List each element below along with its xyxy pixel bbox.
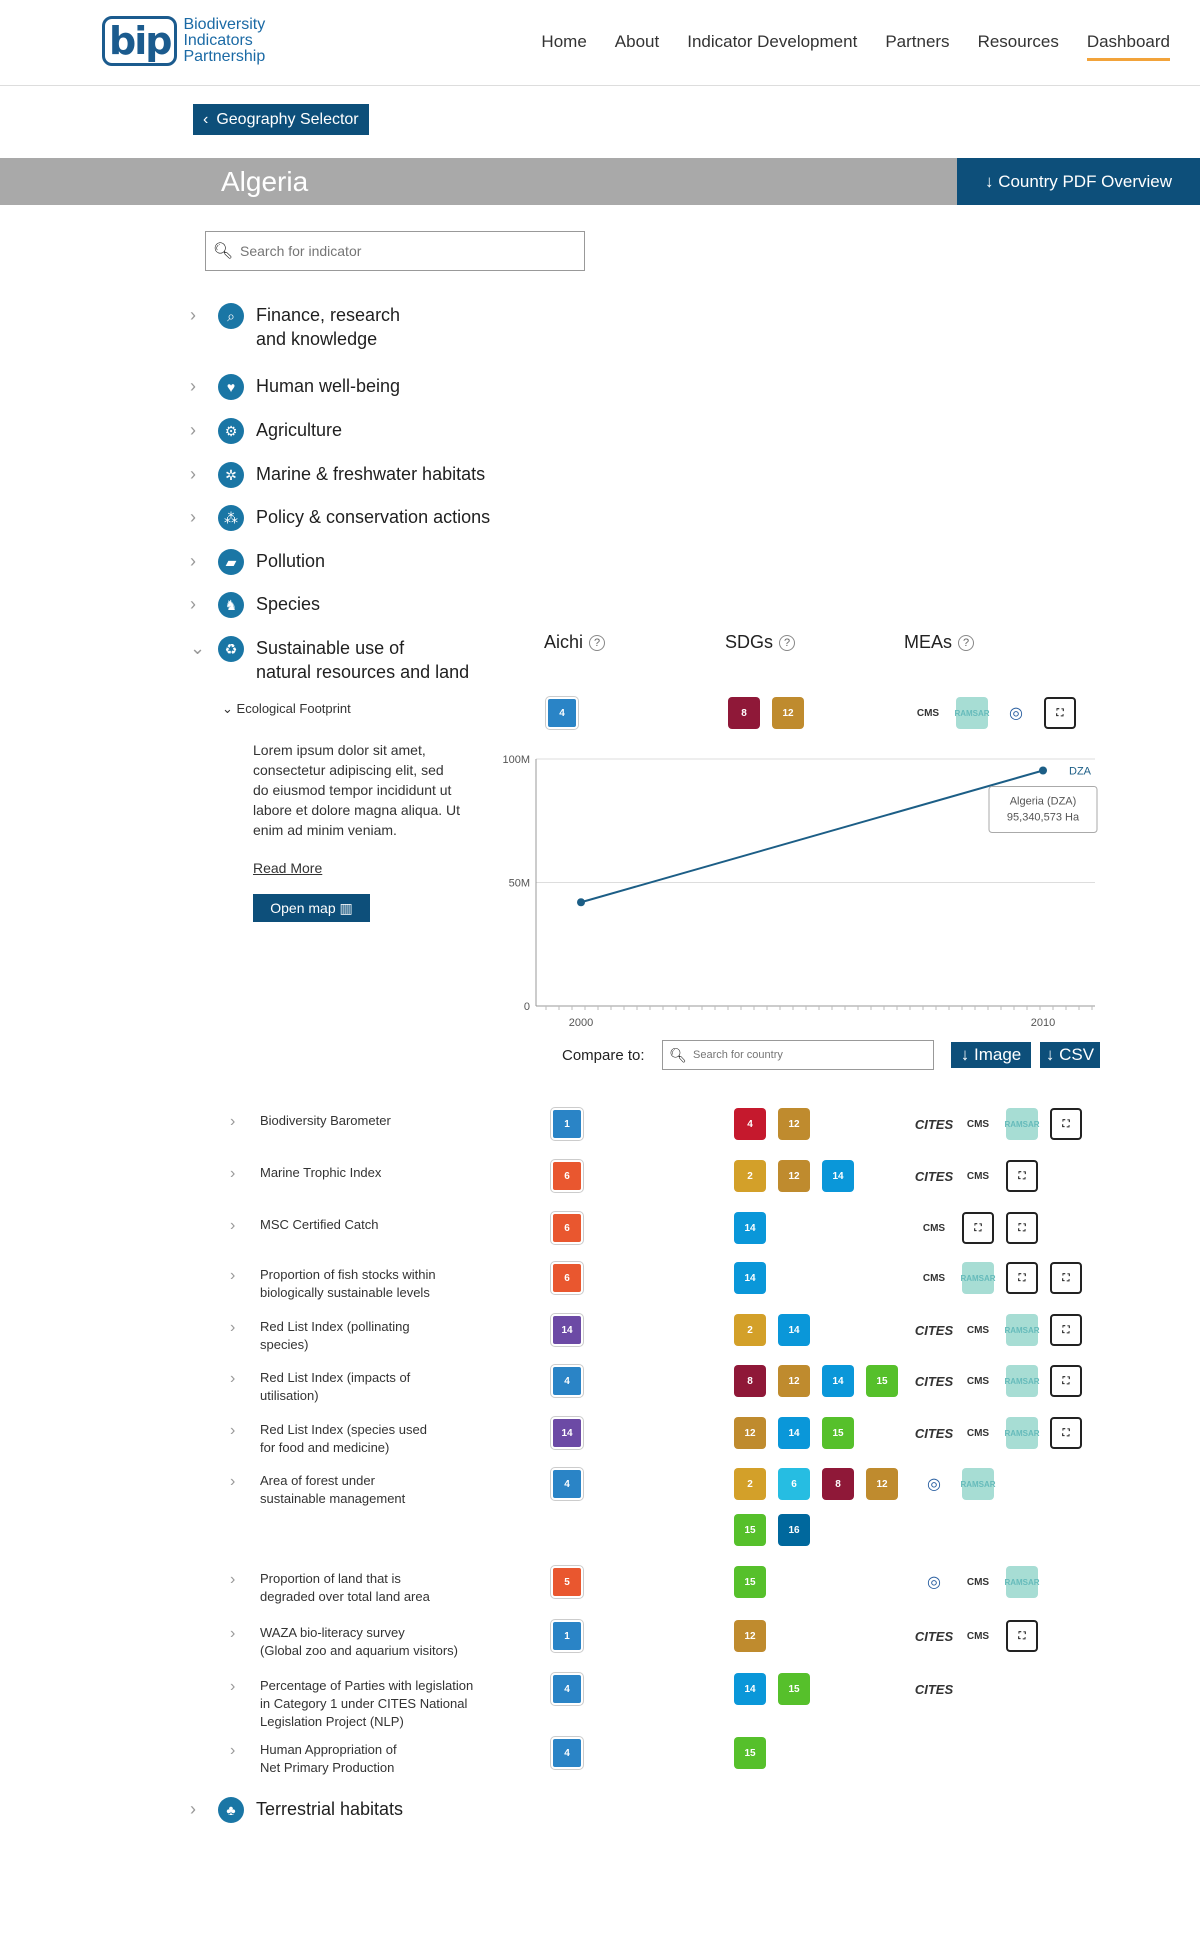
indicator-label-line2: species) (260, 1337, 309, 1352)
chevron-right-icon: › (230, 1625, 236, 1642)
category-policy[interactable] (190, 505, 490, 531)
cites-logo[interactable]: CITES (918, 1160, 950, 1192)
image-label: Image (973, 1045, 1022, 1064)
sdg-goal-badge[interactable]: 14 (822, 1365, 854, 1397)
cites-logo[interactable]: CITES (918, 1417, 950, 1449)
indicator-label-line2: (Global zoo and aquarium visitors) (260, 1643, 458, 1658)
aichi-target-badge[interactable]: 4 (551, 1673, 583, 1705)
cites-logo[interactable]: CITES (918, 1620, 950, 1652)
sdg-goal-badge[interactable]: 2 (734, 1160, 766, 1192)
report-icon[interactable]: ⛶ (1044, 697, 1076, 729)
un-logo[interactable]: ◎ (918, 1566, 950, 1598)
indicator-label-line2: Net Primary Production (260, 1760, 395, 1775)
meas-label: MEAs (904, 632, 953, 652)
chevron-right-icon: › (190, 376, 196, 396)
tooltip-line2: 95,340,573 Ha (1006, 811, 1080, 824)
category-label: Pollution (256, 551, 326, 571)
open-map-label: Open map (270, 900, 336, 916)
sdg-goal-badge[interactable]: 4 (734, 1108, 766, 1140)
heart-icon: ♥ (218, 374, 244, 400)
aichi-column-header (544, 632, 605, 653)
indicator-label-line2: in Category 1 under CITES National (260, 1696, 468, 1711)
compare-label: Compare to: (562, 1047, 645, 1064)
chevron-right-icon: › (230, 1165, 236, 1182)
aichi-label: Aichi (544, 632, 584, 652)
x-tick-label: 2010 (1030, 1017, 1056, 1029)
nav-dashboard[interactable]: Dashboard (1087, 32, 1170, 61)
cites-logo[interactable]: CITES (918, 1673, 950, 1705)
indicator-row[interactable] (230, 1741, 500, 1777)
cms-logo[interactable]: CMS (962, 1417, 994, 1449)
ramsar-logo[interactable]: RAMSAR (1006, 1314, 1038, 1346)
download-image-button[interactable] (951, 1042, 1031, 1068)
indicator-label-line1: Marine Trophic Index (260, 1165, 382, 1180)
indicator-label-line1: Area of forest under (260, 1473, 375, 1488)
help-icon[interactable]: ? (589, 635, 605, 651)
report-icon[interactable]: ⛶ (1050, 1417, 1082, 1449)
indicator-label-line2: sustainable management (260, 1491, 406, 1506)
indicator-label-line2: degraded over total land area (260, 1589, 430, 1604)
category-label: Policy & conservation actions (256, 507, 491, 527)
indicator-row[interactable] (230, 1266, 500, 1302)
aichi-target-badge[interactable]: 14 (551, 1417, 583, 1449)
category-label-line2: natural resources and land (256, 662, 470, 682)
country-title: Algeria (221, 166, 309, 197)
chevron-right-icon: › (190, 420, 196, 440)
indicator-label (260, 1318, 500, 1354)
indicator-label (260, 1266, 500, 1302)
indicator-label-line1: Red List Index (impacts of (260, 1370, 411, 1385)
nav-partners[interactable]: Partners (885, 32, 950, 51)
indicator-row[interactable] (230, 1112, 500, 1132)
main-nav (541, 32, 1170, 61)
sdg-goal-badge[interactable]: 15 (734, 1566, 766, 1598)
download-icon: ↓ (984, 172, 994, 191)
truck-icon: ▰ (218, 549, 244, 575)
country-pdf-button[interactable] (957, 158, 1200, 205)
category-label (256, 636, 469, 684)
sdg-goal-badge[interactable]: 8 (822, 1468, 854, 1500)
sdg-goal-badge[interactable]: 12 (778, 1160, 810, 1192)
indicator-label (260, 1421, 500, 1457)
logo-text (183, 17, 265, 65)
download-csv-button[interactable] (1040, 1042, 1100, 1068)
indicator-row[interactable] (230, 1570, 500, 1606)
chevron-right-icon: › (230, 1742, 236, 1759)
indicator-label-line1: WAZA bio-literacy survey (260, 1625, 405, 1640)
chevron-down-icon: ⌄ (222, 701, 233, 716)
y-tick-label: 0 (523, 1001, 530, 1013)
sdg-goal-badge[interactable]: 15 (822, 1417, 854, 1449)
indicator-row[interactable] (230, 1677, 500, 1731)
aichi-target-badge[interactable]: 1 (551, 1620, 583, 1652)
geography-selector-label: Geography Selector (216, 111, 359, 128)
help-icon[interactable]: ? (958, 635, 974, 651)
sdg-goal-badge[interactable]: 16 (778, 1514, 810, 1546)
chevron-right-icon: › (230, 1473, 236, 1490)
sdgs-column-header (725, 632, 795, 653)
aichi-target-badge[interactable]: 1 (551, 1108, 583, 1140)
indicator-label-line1: Percentage of Parties with legislation (260, 1678, 474, 1693)
chevron-right-icon: › (230, 1267, 236, 1284)
aichi-target-badge[interactable]: 6 (551, 1212, 583, 1244)
category-label-line2: and knowledge (256, 329, 378, 349)
sdg-goal-badge[interactable]: 15 (734, 1514, 766, 1546)
chevron-down-icon: ⌄ (190, 638, 206, 658)
sdg-goal-badge[interactable]: 12 (778, 1365, 810, 1397)
sdg-goal-badge[interactable]: 8 (734, 1365, 766, 1397)
cms-logo[interactable]: CMS (962, 1314, 994, 1346)
category-label: Human well-being (256, 376, 401, 396)
tree-icon: ♣ (218, 1797, 244, 1823)
y-tick-label: 100M (502, 754, 530, 766)
indicator-row[interactable] (230, 1472, 500, 1508)
chevron-right-icon: › (190, 464, 196, 484)
search-icon: ⌕ (218, 303, 244, 329)
chevron-right-icon: › (190, 507, 196, 527)
sdg-goal-badge[interactable]: 14 (778, 1417, 810, 1449)
indicator-row[interactable] (230, 1216, 500, 1236)
indicator-ecological-footprint[interactable] (222, 701, 351, 717)
indicator-row[interactable] (230, 1421, 500, 1457)
pdf-button-label: Country PDF Overview (998, 172, 1173, 191)
cms-logo[interactable]: CMS (962, 1566, 994, 1598)
indicator-label (260, 1741, 500, 1777)
tractor-icon: ⚙ (218, 418, 244, 444)
category-label-line1: Finance, research (256, 305, 401, 325)
cms-logo[interactable]: CMS (962, 1620, 994, 1652)
indicator-description: Lorem ipsum dolor sit amet, consectetur adipiscing elit, sed do eiusmod tempor incididunt ut labore et dolore magna aliqua. Ut enim ad minim veniam. (253, 742, 461, 838)
category-finance[interactable] (190, 303, 400, 351)
report-icon[interactable]: ⛶ (1006, 1262, 1038, 1294)
download-icon: ↓ (960, 1045, 970, 1064)
indicator-search-input[interactable] (240, 243, 421, 259)
sdg-goal-badge[interactable]: 14 (734, 1262, 766, 1294)
aichi-target-badge[interactable]: 14 (551, 1314, 583, 1346)
site-header (0, 0, 1200, 86)
search-icon: 🔍︎ (212, 243, 234, 260)
meas-column-header (904, 632, 974, 653)
indicator-row[interactable] (230, 1369, 500, 1405)
category-label: Marine & freshwater habitats (256, 464, 486, 484)
data-point (1039, 767, 1047, 775)
cms-logo[interactable]: CMS (918, 1212, 950, 1244)
chevron-right-icon: › (230, 1571, 236, 1588)
aichi-target-badge[interactable]: 5 (551, 1566, 583, 1598)
ramsar-logo[interactable]: RAMSAR (1006, 1365, 1038, 1397)
sdg-goal-badge[interactable]: 12 (772, 697, 804, 729)
sdg-goal-badge[interactable]: 12 (734, 1620, 766, 1652)
indicator-label (260, 1369, 500, 1405)
chevron-left-icon: ‹ (203, 111, 209, 128)
open-map-button[interactable] (253, 894, 370, 922)
cms-logo[interactable]: CMS (912, 697, 944, 729)
ramsar-logo[interactable]: RAMSAR (1006, 1108, 1038, 1140)
report-icon[interactable]: ⛶ (1006, 1212, 1038, 1244)
aichi-target-badge[interactable]: 6 (551, 1160, 583, 1192)
chevron-right-icon: › (230, 1370, 236, 1387)
logo-mark: bip (102, 16, 177, 66)
chevron-right-icon: › (230, 1217, 236, 1234)
chevron-right-icon: › (230, 1422, 236, 1439)
nav-resources[interactable]: Resources (977, 32, 1059, 51)
cms-logo[interactable]: CMS (962, 1108, 994, 1140)
indicator-label-line3: Legislation Project (NLP) (260, 1714, 404, 1729)
help-icon[interactable]: ? (779, 635, 795, 651)
indicator-row[interactable] (230, 1318, 500, 1354)
y-tick-label: 50M (508, 877, 530, 890)
cites-logo[interactable]: CITES (918, 1108, 950, 1140)
cms-logo[interactable]: CMS (918, 1262, 950, 1294)
indicator-label-line1: Biodiversity Barometer (260, 1113, 391, 1128)
indicator-search[interactable] (205, 231, 585, 271)
report-icon[interactable]: ⛶ (1050, 1262, 1082, 1294)
tooltip-line1: Algeria (DZA) (1009, 795, 1077, 808)
sdg-goal-badge[interactable]: 2 (734, 1468, 766, 1500)
logo-line2: Indicators (183, 32, 253, 49)
indicator-label (260, 1624, 500, 1660)
report-icon[interactable]: ⛶ (1006, 1620, 1038, 1652)
logo-line3: Partnership (183, 48, 266, 65)
indicator-label-line2: for food and medicine) (260, 1440, 390, 1455)
nav-home[interactable]: Home (541, 32, 587, 51)
x-tick-label: 2000 (568, 1017, 594, 1029)
report-icon[interactable]: ⛶ (1006, 1160, 1038, 1192)
indicator-label-line1: MSC Certified Catch (260, 1217, 379, 1232)
indicator-label (260, 1112, 500, 1132)
sdg-goal-badge[interactable]: 14 (778, 1314, 810, 1346)
indicator-label (260, 1216, 500, 1236)
ecological-footprint-chart (495, 748, 1115, 1038)
aichi-target-badge[interactable]: 4 (551, 1365, 583, 1397)
sdg-goal-badge[interactable]: 12 (734, 1417, 766, 1449)
sdg-goal-badge[interactable]: 12 (778, 1108, 810, 1140)
category-terrestrial[interactable] (190, 1797, 403, 1823)
sdgs-label: SDGs (725, 632, 774, 652)
deer-icon: ♞ (218, 592, 244, 618)
country-search[interactable] (662, 1040, 934, 1070)
bip-logo[interactable] (102, 16, 265, 66)
chevron-right-icon: › (230, 1319, 236, 1336)
category-label: Agriculture (256, 420, 343, 440)
indicator-label-line1: Red List Index (species used (260, 1422, 427, 1437)
sdg-goal-badge[interactable]: 6 (778, 1468, 810, 1500)
aichi-target-badge[interactable]: 4 (551, 1468, 583, 1500)
category-sustainable-use[interactable] (190, 636, 469, 684)
category-species[interactable] (190, 592, 320, 618)
un-logo[interactable]: ◎ (1000, 697, 1032, 729)
coral-icon: ✲ (218, 462, 244, 488)
csv-label: CSV (1059, 1045, 1095, 1064)
indicator-title: Ecological Footprint (236, 701, 351, 716)
category-agriculture[interactable] (190, 418, 342, 444)
indicator-label (260, 1570, 500, 1606)
network-icon: ⁂ (218, 505, 244, 531)
indicator-label-line2: utilisation) (260, 1388, 319, 1403)
indicator-label-line1: Red List Index (pollinating (260, 1319, 410, 1334)
tooltip-box (989, 787, 1097, 833)
logo-line1: Biodiversity (183, 16, 266, 33)
indicator-label (260, 1164, 500, 1184)
report-icon[interactable]: ⛶ (1050, 1365, 1082, 1397)
sdg-goal-badge[interactable]: 8 (728, 697, 760, 729)
country-bar (0, 158, 1200, 205)
sdg-goal-badge[interactable]: 12 (866, 1468, 898, 1500)
nav-about[interactable]: About (614, 32, 660, 51)
map-icon: ▥ (339, 900, 353, 916)
cms-logo[interactable]: CMS (962, 1160, 994, 1192)
chevron-right-icon: › (190, 1799, 196, 1819)
cms-logo[interactable]: CMS (962, 1365, 994, 1397)
un-logo[interactable]: ◎ (918, 1468, 950, 1500)
aichi-target-badge[interactable]: 6 (551, 1262, 583, 1294)
cites-logo[interactable]: CITES (918, 1365, 950, 1397)
chevron-right-icon: › (190, 594, 196, 614)
sdg-goal-badge[interactable]: 14 (822, 1160, 854, 1192)
indicator-label-line1: Proportion of land that is (260, 1571, 401, 1586)
aichi-target-badge[interactable]: 4 (546, 697, 578, 729)
category-label: Terrestrial habitats (256, 1799, 404, 1819)
aichi-target-badge[interactable]: 4 (551, 1737, 583, 1769)
ramsar-logo[interactable]: RAMSAR (962, 1262, 994, 1294)
indicator-label-line1: Proportion of fish stocks within (260, 1267, 436, 1282)
sdg-goal-badge[interactable]: 15 (778, 1673, 810, 1705)
sdg-goal-badge[interactable]: 15 (734, 1737, 766, 1769)
sdg-goal-badge[interactable]: 2 (734, 1314, 766, 1346)
report-icon[interactable]: ⛶ (1050, 1108, 1082, 1140)
category-label (256, 303, 400, 351)
sdg-goal-badge[interactable]: 14 (734, 1673, 766, 1705)
ramsar-logo[interactable]: RAMSAR (1006, 1417, 1038, 1449)
indicator-label-line2: biologically sustainable levels (260, 1285, 430, 1300)
category-human-wellbeing[interactable] (190, 374, 400, 400)
sdg-goal-badge[interactable]: 15 (866, 1365, 898, 1397)
category-marine[interactable] (190, 462, 485, 488)
indicator-label (260, 1677, 500, 1731)
download-icon: ↓ (1045, 1045, 1055, 1064)
search-icon: 🔍︎ (669, 1046, 687, 1063)
chevron-right-icon: › (190, 305, 196, 325)
category-label: Species (256, 594, 321, 614)
indicator-label (260, 1472, 500, 1508)
category-pollution[interactable] (190, 549, 325, 575)
ramsar-logo[interactable]: RAMSAR (1006, 1566, 1038, 1598)
geography-selector-button[interactable] (193, 104, 369, 135)
indicator-row[interactable] (230, 1624, 500, 1660)
ramsar-logo[interactable]: RAMSAR (956, 697, 988, 729)
report-icon[interactable]: ⛶ (1050, 1314, 1082, 1346)
recycle-icon: ♻ (218, 636, 244, 662)
indicator-row[interactable] (230, 1164, 500, 1184)
series-label: DZA (1069, 765, 1091, 778)
report-icon[interactable]: ⛶ (962, 1212, 994, 1244)
chevron-right-icon: › (190, 551, 196, 571)
sdg-goal-badge[interactable]: 14 (734, 1212, 766, 1244)
category-label-line1: Sustainable use of (256, 638, 405, 658)
ramsar-logo[interactable]: RAMSAR (962, 1468, 994, 1500)
indicator-label-line1: Human Appropriation of (260, 1742, 397, 1757)
country-search-input[interactable] (693, 1049, 835, 1061)
chevron-right-icon: › (230, 1113, 236, 1130)
read-more-link[interactable]: Read More (253, 860, 323, 876)
nav-indicator-development[interactable]: Indicator Development (687, 32, 858, 51)
data-point (577, 898, 585, 906)
chevron-right-icon: › (230, 1678, 236, 1695)
cites-logo[interactable]: CITES (918, 1314, 950, 1346)
